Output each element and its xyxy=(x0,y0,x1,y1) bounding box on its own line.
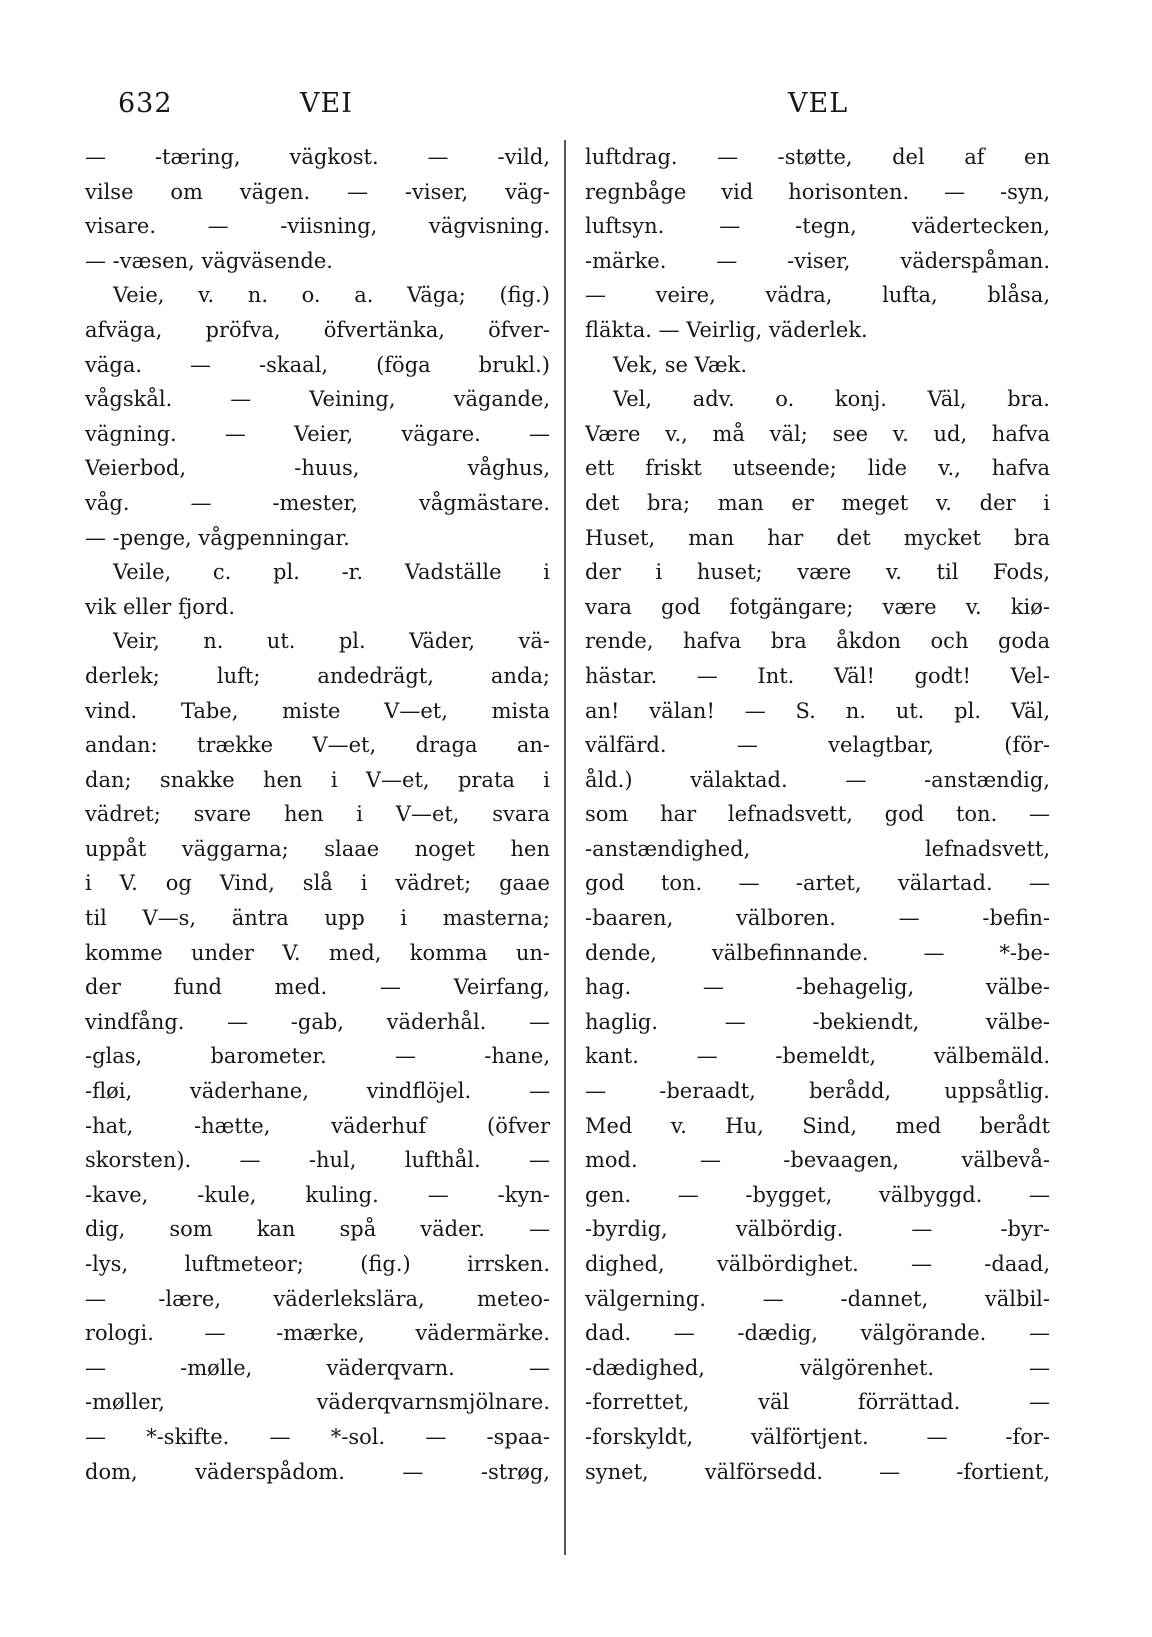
text-line: god ton. — -artet, välartad. — xyxy=(585,871,1050,896)
text-line: hästar. — Int. Väl! godt! Vel- xyxy=(585,663,1050,688)
text-line: — -mølle, väderqvarn. — xyxy=(85,1355,550,1380)
text-line: dan; snakke hen i V—et, prata i xyxy=(85,767,550,792)
text-line: våg. — -mester, vågmästare. xyxy=(85,490,550,515)
text-line: synet, välförsedd. — -fortient, xyxy=(585,1459,1050,1484)
text-line: Veie, v. n. o. a. Väga; (fig.) xyxy=(113,283,550,308)
text-line: Vel, adv. o. konj. Väl, bra. xyxy=(613,387,1050,412)
text-line: vågskål. — Veining, vägande, xyxy=(85,387,550,412)
text-line: det bra; man er meget v. der i xyxy=(585,490,1050,515)
text-line: vindfång. — -gab, väderhål. — xyxy=(85,1009,550,1034)
text-line: Huset, man har det mycket bra xyxy=(585,525,1050,550)
text-line: -forrettet, väl förrättad. — xyxy=(585,1390,1050,1415)
text-line: välgerning. — -dannet, välbil- xyxy=(585,1286,1050,1311)
text-line: vik eller fjord. xyxy=(85,594,236,619)
text-line: afväga, pröfva, öfvertänka, öfver- xyxy=(85,317,550,342)
text-line: — -penge, vågpenningar. xyxy=(85,525,350,550)
text-line: ett friskt utseende; lide v., hafva xyxy=(585,456,1050,481)
text-line: -byrdig, välbördig. — -byr- xyxy=(585,1217,1050,1242)
text-line: an! välan! — S. n. ut. pl. Väl, xyxy=(585,698,1050,723)
text-line: välfärd. — velagtbar, (för- xyxy=(585,733,1050,758)
text-line: skorsten). — -hul, lufthål. — xyxy=(85,1148,550,1173)
text-line: -lys, luftmeteor; (fig.) irrsken. xyxy=(85,1252,550,1276)
text-line: -møller, väderqvarnsmjölnare. xyxy=(85,1390,550,1415)
text-line: Vek, se Væk. xyxy=(613,352,747,377)
text-line: -dædighed, välgörenhet. — xyxy=(585,1355,1050,1380)
text-line: — *-skifte. — *-sol. — -spaa- xyxy=(85,1424,550,1449)
text-line: mod. — -bevaagen, välbevå- xyxy=(585,1148,1050,1173)
text-line: andan: trække V—et, draga an- xyxy=(85,733,550,758)
text-line: -forskyldt, välförtjent. — -for- xyxy=(585,1424,1050,1449)
text-line: uppåt väggarna; slaae noget hen xyxy=(85,836,550,861)
text-line: Veierbod, -huus, våghus, xyxy=(85,456,550,481)
text-line: -baaren, välboren. — -befin- xyxy=(585,906,1050,931)
text-line: vädret; svare hen i V—et, svara xyxy=(85,802,550,827)
text-line: — -beraadt, berådd, uppsåtlig. xyxy=(585,1079,1050,1104)
text-line: vilse om vägen. — -viser, väg- xyxy=(85,179,550,204)
text-line: — veire, vädra, lufta, blåsa, xyxy=(585,283,1050,308)
text-line: Veir, n. ut. pl. Väder, vä- xyxy=(113,629,550,654)
text-line: -glas, barometer. — -hane, xyxy=(85,1044,550,1069)
text-line: hag. — -behagelig, välbe- xyxy=(585,975,1050,1000)
text-line: der fund med. — Veirfang, xyxy=(85,975,550,1000)
right-column xyxy=(585,140,1050,1489)
text-line: -märke. — -viser, väderspåman. xyxy=(585,248,1050,273)
text-line: -anstændighed, lefnadsvett, xyxy=(585,836,1050,861)
left-column xyxy=(85,140,550,1489)
column-divider xyxy=(564,140,566,1555)
text-line: dende, välbefinnande. — *-be- xyxy=(585,940,1050,965)
text-line: kant. — -bemeldt, välbemäld. xyxy=(585,1044,1050,1069)
guide-word-left: VEI xyxy=(300,88,353,119)
text-line: komme under V. med, komma un- xyxy=(85,940,550,965)
text-line: dighed, välbördighet. — -daad, xyxy=(585,1252,1050,1276)
text-line: luftsyn. — -tegn, vädertecken, xyxy=(585,214,1050,239)
text-line: fläkta. — Veirlig, väderlek. xyxy=(585,317,868,342)
text-line: rologi. — -mærke, vädermärke. xyxy=(85,1321,550,1346)
text-line: Være v., må väl; see v. ud, hafva xyxy=(585,421,1050,446)
text-line: dad. — -dædig, välgörande. — xyxy=(585,1321,1050,1346)
text-line: — -tæring, vägkost. — -vild, xyxy=(85,145,550,169)
text-line: -fløi, väderhane, vindflöjel. — xyxy=(85,1079,550,1104)
text-line: der i huset; være v. til Fods, xyxy=(585,560,1050,585)
text-line: — -væsen, vägväsende. xyxy=(85,248,333,273)
text-line: regnbåge vid horisonten. — -syn, xyxy=(585,179,1050,204)
text-line: i V. og Vind, slå i vädret; gaae xyxy=(85,871,550,896)
text-line: luftdrag. — -støtte, del af en xyxy=(585,145,1050,169)
text-line: -hat, -hætte, väderhuf (öfver xyxy=(85,1113,550,1138)
text-line: vind. Tabe, miste V—et, mista xyxy=(85,698,550,723)
text-line: visare. — -viisning, vägvisning. xyxy=(85,214,550,239)
text-line: vägning. — Veier, vägare. — xyxy=(85,421,550,446)
text-line: rende, hafva bra åkdon och goda xyxy=(585,629,1050,654)
text-line: haglig. — -bekiendt, välbe- xyxy=(585,1009,1050,1034)
text-line: dom, väderspådom. — -strøg, xyxy=(85,1459,550,1484)
text-line: som har lefnadsvett, god ton. — xyxy=(585,802,1050,827)
text-line: gen. — -bygget, välbyggd. — xyxy=(585,1182,1050,1207)
text-line: til V—s, äntra upp i masterna; xyxy=(85,906,550,931)
text-line: Veile, c. pl. -r. Vadställe i xyxy=(113,560,550,585)
text-line: derlek; luft; andedrägt, anda; xyxy=(85,663,550,688)
page-number: 632 xyxy=(118,88,173,119)
text-line: — -lære, väderlekslära, meteo- xyxy=(85,1286,550,1311)
text-line: väga. — -skaal, (föga brukl.) xyxy=(85,352,550,377)
text-line: -kave, -kule, kuling. — -kyn- xyxy=(85,1182,550,1207)
text-line: vara god fotgängare; være v. kiø- xyxy=(585,594,1050,619)
text-line: dig, som kan spå väder. — xyxy=(85,1217,550,1242)
guide-word-right: VEL xyxy=(788,88,849,119)
text-line: åld.) välaktad. — -anstændig, xyxy=(585,767,1050,792)
text-line: Med v. Hu, Sind, med berådt xyxy=(585,1113,1050,1138)
